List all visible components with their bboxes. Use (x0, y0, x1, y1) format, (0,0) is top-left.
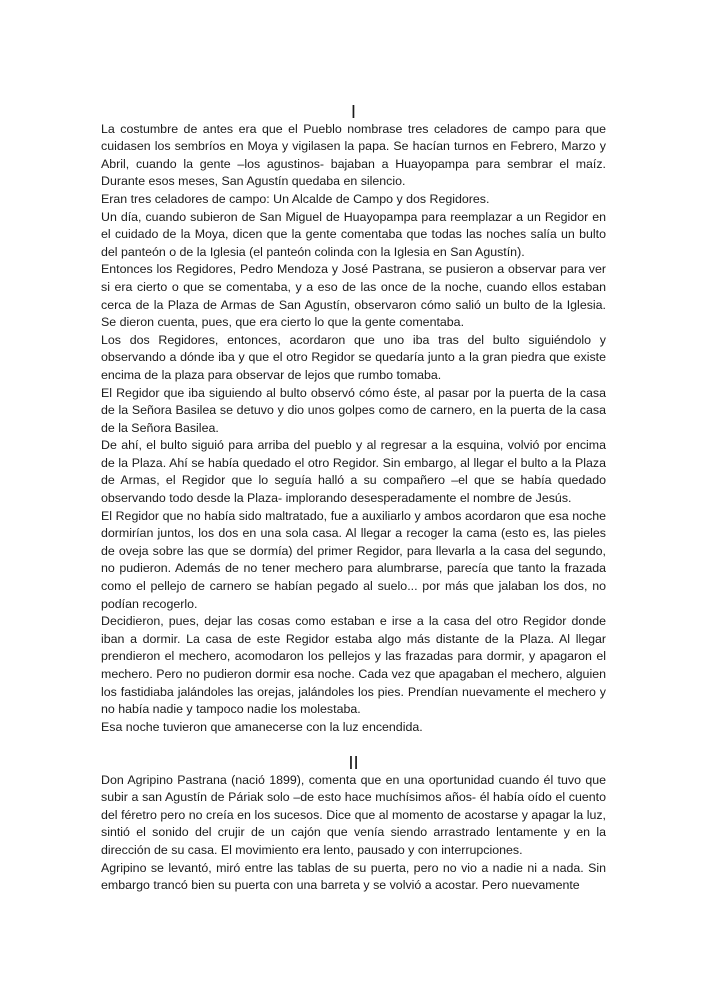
paragraph: El Regidor que no había sido maltratado, fue a auxiliarlo y ambos acordaron que esa noche dormirían juntos, los dos en una sola casa. Al llegar a recoger la cama (esto es, las pieles de oveja sobre las que se dormía) del primer Regidor, para llevarla a la casa del segundo, no pudieron. Además de no tener mechero para alumbrarse, parecía que tanto la frazada como el pellejo de carnero se habían pegado al suelo... por más que jalaban los dos, no podían recogerlo. (101, 508, 606, 611)
paragraph: De ahí, el bulto siguió para arriba del pueblo y al regresar a la esquina, volvió por encima de la Plaza. Ahí se había quedado el otro Regidor. Sin embargo, al llegar el bulto a la Plaza de Armas, el Regidor que lo seguía halló a su compañero –el que se había quedado observando todo desde la Plaza- implorando desesperadamente el nombre de Jesús. (101, 438, 606, 506)
section-1 (101, 103, 606, 736)
paragraph: Los dos Regidores, entonces, acordaron que uno iba tras del bulto siguiéndolo y observando a dónde iba y que el otro Regidor se quedaría junto a la gran piedra que existe encima de la plaza para observar de lejos que rumbo tomaba. (101, 332, 606, 382)
paragraph: Don Agripino Pastrana (nació 1899), comenta que en una oportunidad cuando él tuvo que subir a san Agustín de Páriak solo –de esto hace muchísimos años- él había oído el cuento del féretro pero no creía en los sucesos. Dice que al momento de acostarse y apagar la luz, sintió el sonido del crujir de un cajón que venía siendo arrastrado lentamente y en la dirección de su casa. El movimiento era lento, pausado y con interrupciones. (101, 772, 606, 857)
paragraph: Un día, cuando subieron de San Miguel de Huayopampa para reemplazar a un Regidor en el cuidado de la Moya, dicen que la gente comentaba que todas las noches salía un bulto del panteón o de la Iglesia (el panteón colinda con la Iglesia en San Agustín). (101, 209, 606, 259)
section-heading: I (350, 101, 357, 122)
paragraph: Entonces los Regidores, Pedro Mendoza y José Pastrana, se pusieron a observar para ver si era cierto o que se comentaba, y a eso de las once de la noche, cuando ellos estaban cerca de la Plaza de Armas de San Agustín, observaron cómo salió un bulto de la Iglesia. Se dieron cuenta, pues, que era cierto lo que la gente comentaba. (101, 262, 606, 330)
paragraph: La costumbre de antes era que el Pueblo nombrase tres celadores de campo para que cuidasen los sembríos en Moya y vigilasen la papa. Se hacían turnos en Febrero, Marzo y Abril, cuando la gente –los agustinos- bajaban a Huayopampa para sembrar el maíz. Durante esos meses, San Agustín quedaba en silencio. (101, 121, 606, 189)
document-page (101, 103, 606, 895)
paragraph: Esa noche tuvieron que amanecerse con la luz encendida. (101, 719, 423, 734)
paragraph: Decidieron, pues, dejar las cosas como estaban e irse a la casa del otro Regidor donde iban a dormir. La casa de este Regidor estaba algo más distante de la Plaza. Al llegar prendieron el mechero, acomodaron los pellejos y las frazadas para dormir, y apagaron el mechero. Pero no pudieron dormir esa noche. Cada vez que apagaban el mechero, alguien los fastidiaba jalándoles las orejas, jalándoles los pies. Prendían nuevamente el mechero y no había nadie y tampoco nadie los molestaba. (101, 614, 606, 717)
section-heading: II (348, 751, 359, 773)
paragraph: El Regidor que iba siguiendo al bulto observó cómo éste, al pasar por la puerta de la casa de la Señora Basilea se detuvo y dio unos golpes como de carnero, en la puerta de la casa de la Señora Basilea. (101, 385, 606, 435)
paragraph: Eran tres celadores de campo: Un Alcalde de Campo y dos Regidores. (101, 191, 490, 206)
section-2 (101, 751, 606, 895)
paragraph: Agripino se levantó, miró entre las tablas de su puerta, pero no vio a nadie ni a nada. Sin embargo trancó bien su puerta con una barreta y se volvió a acostar. Pero nuevamente (101, 860, 606, 893)
